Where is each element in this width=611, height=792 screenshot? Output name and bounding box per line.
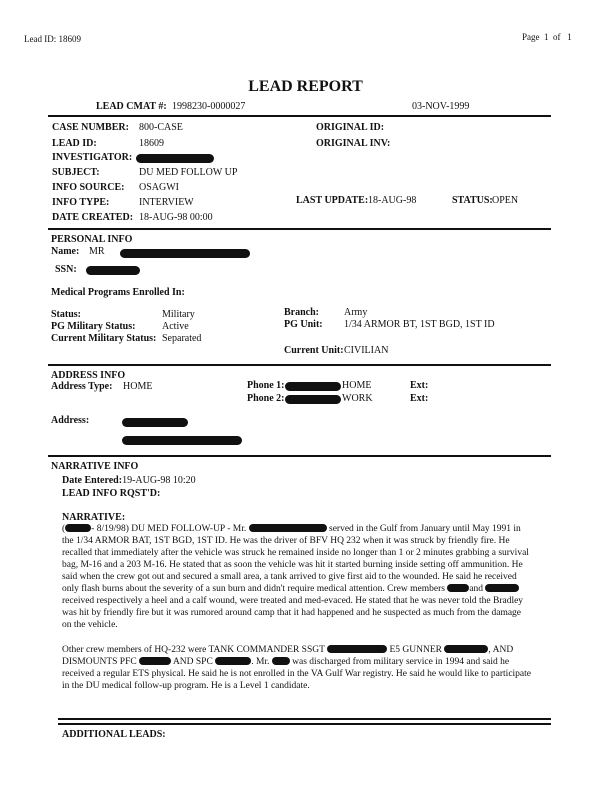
- narrative-p2-f: was discharged from military service in 1994 and said he received a regular ETS physical. He said he is not enrolled in the VA Gulf War registry. He said he would like to participate in the DU medical follow-up program. He is a Level 1 candidate.: [62, 657, 532, 691]
- narrative-paragraph-1: [62, 523, 530, 631]
- divider-narrative: [48, 455, 551, 457]
- narrative-section-title: NARRATIVE INFO: [51, 461, 139, 472]
- current-unit-label: Current Unit:: [284, 345, 344, 356]
- pg-status-label: PG Military Status:: [51, 321, 136, 332]
- page-title: LEAD REPORT: [248, 78, 363, 95]
- narrative-p2-c: , AND DISMOUNTS PFC: [62, 645, 514, 667]
- redaction-inline: [327, 645, 387, 653]
- narrative-p1-a: (: [62, 524, 66, 534]
- divider-additional-2: [58, 723, 551, 725]
- redaction-inline: [447, 584, 469, 592]
- redaction-ssn: [86, 266, 140, 275]
- narrative-paragraph-2: [62, 644, 532, 692]
- lead-id-label: LEAD ID:: [52, 138, 97, 149]
- address-type-value: HOME: [123, 381, 153, 392]
- ssn-label: SSN:: [55, 264, 77, 275]
- status-label: STATUS:: [452, 195, 493, 206]
- current-unit-value: CIVILIAN: [344, 345, 389, 356]
- subject-value: DU MED FOLLOW UP: [139, 167, 238, 178]
- lead-info-rqst-label: LEAD INFO RQST'D:: [62, 488, 161, 499]
- narrative-label: NARRATIVE:: [62, 512, 126, 523]
- divider-additional-1: [58, 718, 551, 720]
- additional-leads-label: ADDITIONAL LEADS:: [62, 729, 166, 740]
- info-type-label: INFO TYPE:: [52, 197, 110, 208]
- phone1-label: Phone 1:: [247, 380, 285, 391]
- address-type-label: Address Type:: [51, 381, 113, 392]
- date-created-value: 18-AUG-98 00:00: [139, 212, 213, 223]
- divider-address: [48, 364, 551, 366]
- date-entered-label: Date Entered:: [62, 475, 123, 486]
- phone2-type: WORK: [342, 393, 373, 404]
- personal-section-title: PERSONAL INFO: [51, 234, 133, 245]
- narrative-p2-a: Other crew members of HQ-232 were TANK COMMANDER SSGT: [62, 645, 325, 655]
- redaction-address-1: [122, 418, 188, 427]
- mil-status-label: Status:: [51, 309, 82, 320]
- pg-unit-value: 1/34 ARMOR BT, 1ST BGD, 1ST ID: [344, 319, 495, 330]
- address-section-title: ADDRESS INFO: [51, 370, 126, 381]
- pg-status-value: Active: [162, 321, 189, 332]
- redaction-phone1: [285, 382, 341, 391]
- address-label: Address:: [51, 415, 90, 426]
- mil-status-value: Military: [162, 309, 195, 320]
- investigator-label: INVESTIGATOR:: [52, 152, 133, 163]
- narrative-p2-d: AND SPC: [172, 657, 213, 667]
- page-of-label: of: [553, 32, 561, 42]
- last-update-value: 18-AUG-98: [368, 195, 417, 206]
- programs-label: Medical Programs Enrolled In:: [51, 287, 185, 298]
- info-source-value: OSAGWI: [139, 182, 179, 193]
- case-number-label: CASE NUMBER:: [52, 122, 129, 133]
- redaction-address-2: [122, 436, 242, 445]
- page-label: Page: [522, 32, 540, 42]
- info-source-label: INFO SOURCE:: [52, 182, 125, 193]
- redaction-inline: [485, 584, 519, 592]
- phone1-ext-label: Ext:: [410, 380, 429, 391]
- narrative-p1-e: received respectively a heel and a calf wound, were treated and med-evaced. He stated that he was never told the Bradley was hit by friendly fire but it was rumored around camp that it had happened and he suspected as much from the damage on the vehicle.: [62, 596, 524, 630]
- current-status-value: Separated: [162, 333, 202, 344]
- redaction-inline: [65, 524, 91, 532]
- last-update-label: LAST UPDATE:: [296, 195, 369, 206]
- date-entered: [62, 475, 196, 486]
- cmat-label: LEAD CMAT #:: [96, 101, 167, 112]
- narrative-p1-b: - 8/19/98) DU MED FOLLOW-UP - Mr.: [91, 524, 247, 534]
- redaction-investigator: [136, 154, 214, 163]
- redaction-name: [120, 249, 250, 258]
- redaction-inline: [215, 657, 251, 665]
- branch-label: Branch:: [284, 307, 319, 318]
- current-status-label: Current Military Status:: [51, 333, 157, 344]
- report-date: 03-NOV-1999: [412, 101, 470, 112]
- redaction-inline: [444, 645, 488, 653]
- phone2-ext-label: Ext:: [410, 393, 429, 404]
- redaction-phone2: [285, 395, 341, 404]
- info-type-value: INTERVIEW: [139, 197, 194, 208]
- narrative-p1-c: served in the Gulf from January until May 1991 in the 1/34 ARMOR BAT, 1ST BGD, 1ST ID. He was the driver of BFV HQ 232 when it was struck by friendly fire. He recalled that immediately after the vehicle was struck he remained inside no longer than 1 or 2 minutes grabbing a survival bag, M-16 and a 203 M-16. He stated that as soon the vehicle was hit it started burning inside setting off ammunition. He said when the crew got out and secured a small area, a tank arrived to give first aid to the wounded. He said he received only flash burns about the severity of a sun burn and didn't require medical attention. Crew members: [62, 524, 529, 594]
- phone2-label: Phone 2:: [247, 393, 285, 404]
- phone1-type: HOME: [342, 380, 372, 391]
- divider-top: [48, 115, 551, 117]
- redaction-inline: [139, 657, 171, 665]
- divider-personal: [48, 228, 551, 230]
- page-number: 1: [544, 32, 549, 42]
- status-value: OPEN: [492, 195, 519, 206]
- subject-label: SUBJECT:: [52, 167, 100, 178]
- original-id-label: ORIGINAL ID:: [316, 122, 385, 133]
- case-number-value: 800-CASE: [139, 122, 183, 133]
- date-entered-value: 19-AUG-98 10:20: [122, 475, 196, 486]
- lead-id-value: 18609: [139, 138, 164, 149]
- narrative-p1-d: and: [469, 584, 484, 594]
- redaction-inline: [249, 524, 327, 532]
- page-total: 1: [567, 32, 572, 42]
- cmat-value: 1998230-0000027: [172, 101, 246, 112]
- page-indicator: [522, 32, 572, 42]
- name-prefix: MR: [89, 246, 105, 257]
- original-inv-label: ORIGINAL INV:: [316, 138, 391, 149]
- narrative-p2-b: E5 GUNNER: [389, 645, 443, 655]
- pg-unit-label: PG Unit:: [284, 319, 323, 330]
- narrative-p2-e: . Mr.: [251, 657, 270, 667]
- header-lead-id: Lead ID: 18609: [24, 34, 81, 44]
- redaction-inline: [272, 657, 290, 665]
- branch-value: Army: [344, 307, 368, 318]
- date-created-label: DATE CREATED:: [52, 212, 134, 223]
- name-label: Name:: [51, 246, 80, 257]
